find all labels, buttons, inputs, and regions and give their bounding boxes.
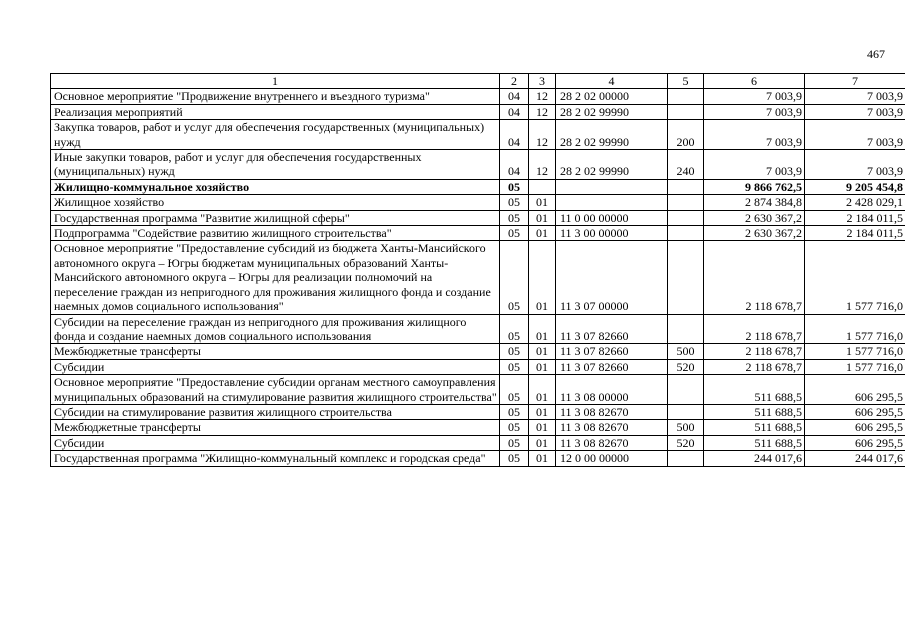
header-col-6: 6 (704, 74, 805, 89)
row-amount-col6-cell: 2 630 367,2 (704, 226, 805, 241)
row-name-cell: Субсидии (51, 359, 500, 374)
row-target-item-cell: 11 3 07 00000 (556, 241, 668, 314)
row-expense-type-cell (668, 89, 704, 104)
row-amount-col7-cell: 7 003,9 (805, 150, 905, 180)
row-expense-type-cell (668, 226, 704, 241)
row-amount-col7-cell: 2 428 029,1 (805, 195, 905, 210)
row-section-cell: 05 (500, 404, 529, 419)
table-row (51, 344, 905, 359)
table-row (51, 420, 905, 435)
row-section-cell: 04 (500, 104, 529, 119)
row-target-item-cell: 28 2 02 99990 (556, 104, 668, 119)
row-target-item-cell: 11 3 08 00000 (556, 375, 668, 405)
row-subsection-cell: 01 (529, 375, 556, 405)
row-name-cell: Государственная программа "Жилищно-коммунальный комплекс и городская среда" (51, 451, 500, 466)
row-subsection-cell: 12 (529, 120, 556, 150)
row-name-cell: Иные закупки товаров, работ и услуг для обеспечения государственных (муниципальных) нужд (51, 150, 500, 180)
row-subsection-cell: 01 (529, 344, 556, 359)
row-subsection-cell: 01 (529, 241, 556, 314)
row-expense-type-cell (668, 195, 704, 210)
row-target-item-cell: 11 3 07 82660 (556, 344, 668, 359)
row-section-cell: 05 (500, 195, 529, 210)
row-amount-col6-cell: 511 688,5 (704, 435, 805, 450)
row-expense-type-cell (668, 404, 704, 419)
row-target-item-cell (556, 179, 668, 194)
row-subsection-cell: 01 (529, 451, 556, 466)
row-expense-type-cell (668, 314, 704, 344)
row-amount-col7-cell: 9 205 454,8 (805, 179, 905, 194)
row-section-cell: 05 (500, 210, 529, 225)
row-section-cell: 04 (500, 89, 529, 104)
row-section-cell: 05 (500, 241, 529, 314)
header-col-3: 3 (529, 74, 556, 89)
budget-table (50, 73, 905, 467)
table-row (51, 210, 905, 225)
row-name-cell: Межбюджетные трансферты (51, 420, 500, 435)
row-target-item-cell: 11 3 08 82670 (556, 420, 668, 435)
table-row (51, 195, 905, 210)
row-subsection-cell: 01 (529, 314, 556, 344)
row-expense-type-cell (668, 451, 704, 466)
row-name-cell: Подпрограмма "Содействие развитию жилищного строительства" (51, 226, 500, 241)
row-section-cell: 05 (500, 344, 529, 359)
table-row (51, 359, 905, 374)
table-header-row (51, 74, 905, 89)
row-amount-col7-cell: 606 295,5 (805, 420, 905, 435)
row-subsection-cell: 12 (529, 104, 556, 119)
row-amount-col6-cell: 7 003,9 (704, 150, 805, 180)
row-amount-col7-cell: 606 295,5 (805, 435, 905, 450)
row-name-cell: Закупка товаров, работ и услуг для обеспечения государственных (муниципальных) нужд (51, 120, 500, 150)
row-target-item-cell: 11 3 08 82670 (556, 435, 668, 450)
row-section-cell: 05 (500, 435, 529, 450)
row-section-cell: 05 (500, 451, 529, 466)
row-amount-col6-cell: 511 688,5 (704, 420, 805, 435)
row-amount-col6-cell: 2 874 384,8 (704, 195, 805, 210)
row-amount-col7-cell: 7 003,9 (805, 120, 905, 150)
table-row (51, 179, 905, 194)
row-subsection-cell: 12 (529, 150, 556, 180)
row-subsection-cell: 01 (529, 210, 556, 225)
row-amount-col6-cell: 2 118 678,7 (704, 314, 805, 344)
row-expense-type-cell (668, 241, 704, 314)
row-target-item-cell: 11 3 07 82660 (556, 359, 668, 374)
table-row (51, 375, 905, 405)
row-amount-col6-cell: 2 118 678,7 (704, 344, 805, 359)
row-name-cell: Межбюджетные трансферты (51, 344, 500, 359)
row-expense-type-cell (668, 375, 704, 405)
table-row (51, 104, 905, 119)
table-row (51, 241, 905, 314)
row-amount-col7-cell: 7 003,9 (805, 104, 905, 119)
row-expense-type-cell (668, 179, 704, 194)
row-expense-type-cell: 520 (668, 359, 704, 374)
table-row (51, 404, 905, 419)
row-amount-col6-cell: 244 017,6 (704, 451, 805, 466)
row-amount-col7-cell: 1 577 716,0 (805, 241, 905, 314)
row-expense-type-cell: 500 (668, 420, 704, 435)
row-subsection-cell: 01 (529, 420, 556, 435)
row-name-cell: Субсидии (51, 435, 500, 450)
table-row (51, 89, 905, 104)
table-row (51, 314, 905, 344)
row-expense-type-cell: 500 (668, 344, 704, 359)
row-section-cell: 05 (500, 314, 529, 344)
row-name-cell: Основное мероприятие "Предоставление субсидии органам местного самоуправления муниципальных образований на стимулирование развития жилищного строительства" (51, 375, 500, 405)
row-subsection-cell: 12 (529, 89, 556, 104)
table-row (51, 451, 905, 466)
row-subsection-cell: 01 (529, 359, 556, 374)
row-section-cell: 05 (500, 226, 529, 241)
row-amount-col7-cell: 2 184 011,5 (805, 226, 905, 241)
header-col-7: 7 (805, 74, 905, 89)
page-number: 467 (867, 47, 885, 61)
header-col-4: 4 (556, 74, 668, 89)
row-amount-col7-cell: 1 577 716,0 (805, 359, 905, 374)
row-section-cell: 05 (500, 375, 529, 405)
row-name-cell: Основное мероприятие "Продвижение внутреннего и въездного туризма" (51, 89, 500, 104)
row-amount-col7-cell: 1 577 716,0 (805, 344, 905, 359)
row-amount-col6-cell: 7 003,9 (704, 89, 805, 104)
row-expense-type-cell (668, 210, 704, 225)
row-name-cell: Жилищное хозяйство (51, 195, 500, 210)
row-amount-col6-cell: 7 003,9 (704, 120, 805, 150)
row-subsection-cell: 01 (529, 226, 556, 241)
row-amount-col6-cell: 7 003,9 (704, 104, 805, 119)
header-col-5: 5 (668, 74, 704, 89)
row-subsection-cell: 01 (529, 404, 556, 419)
row-target-item-cell: 11 3 00 00000 (556, 226, 668, 241)
row-amount-col7-cell: 606 295,5 (805, 404, 905, 419)
row-target-item-cell: 28 2 02 99990 (556, 150, 668, 180)
row-amount-col7-cell: 7 003,9 (805, 89, 905, 104)
row-amount-col6-cell: 2 118 678,7 (704, 359, 805, 374)
table-row (51, 435, 905, 450)
header-col-2: 2 (500, 74, 529, 89)
row-expense-type-cell: 200 (668, 120, 704, 150)
table-row (51, 150, 905, 180)
header-col-1: 1 (51, 74, 500, 89)
row-target-item-cell (556, 195, 668, 210)
row-section-cell: 04 (500, 150, 529, 180)
row-amount-col7-cell: 244 017,6 (805, 451, 905, 466)
row-target-item-cell: 28 2 02 99990 (556, 120, 668, 150)
row-target-item-cell: 11 3 08 82670 (556, 404, 668, 419)
row-target-item-cell: 11 3 07 82660 (556, 314, 668, 344)
row-amount-col6-cell: 2 630 367,2 (704, 210, 805, 225)
row-section-cell: 04 (500, 120, 529, 150)
row-name-cell: Основное мероприятие "Предоставление субсидий из бюджета Ханты-Мансийского автономного округа – Югры бюджетам муниципальных образований Ханты-Мансийского автономного округа – Югры для реализации полномочий на переселение граждан из непригодного для проживания жилищного фонда и создание наемных домов социального использования" (51, 241, 500, 314)
row-amount-col6-cell: 511 688,5 (704, 375, 805, 405)
row-name-cell: Реализация мероприятий (51, 104, 500, 119)
row-subsection-cell (529, 179, 556, 194)
row-section-cell: 05 (500, 359, 529, 374)
row-subsection-cell: 01 (529, 195, 556, 210)
row-amount-col6-cell: 9 866 762,5 (704, 179, 805, 194)
row-expense-type-cell: 240 (668, 150, 704, 180)
row-target-item-cell: 28 2 02 00000 (556, 89, 668, 104)
row-name-cell: Государственная программа "Развитие жилищной сферы" (51, 210, 500, 225)
row-expense-type-cell: 520 (668, 435, 704, 450)
row-expense-type-cell (668, 104, 704, 119)
row-section-cell: 05 (500, 420, 529, 435)
row-target-item-cell: 12 0 00 00000 (556, 451, 668, 466)
row-amount-col6-cell: 2 118 678,7 (704, 241, 805, 314)
row-target-item-cell: 11 0 00 00000 (556, 210, 668, 225)
row-name-cell: Субсидии на переселение граждан из непригодного для проживания жилищного фонда и создание наемных домов социального использования (51, 314, 500, 344)
row-amount-col7-cell: 606 295,5 (805, 375, 905, 405)
table-row (51, 226, 905, 241)
row-name-cell: Субсидии на стимулирование развития жилищного строительства (51, 404, 500, 419)
row-amount-col7-cell: 2 184 011,5 (805, 210, 905, 225)
table-row (51, 120, 905, 150)
budget-table-body (51, 74, 905, 467)
row-name-cell: Жилищно-коммунальное хозяйство (51, 179, 500, 194)
row-amount-col7-cell: 1 577 716,0 (805, 314, 905, 344)
row-section-cell: 05 (500, 179, 529, 194)
row-subsection-cell: 01 (529, 435, 556, 450)
row-amount-col6-cell: 511 688,5 (704, 404, 805, 419)
